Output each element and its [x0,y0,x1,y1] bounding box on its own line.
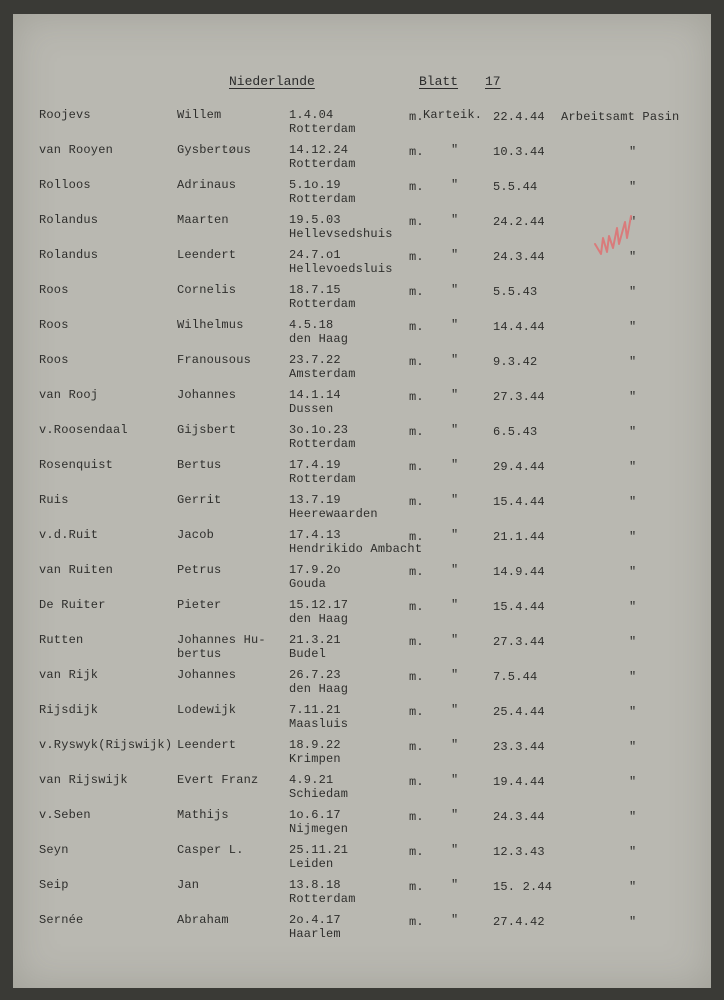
record-birth-date: 25.11.21 [289,843,349,857]
record-birth-date: 14.12.24 [289,143,349,157]
table-row [13,353,711,388]
header-sheet-number: 17 [485,74,501,89]
record-date: 22.4.44 [493,110,545,124]
record-given-name: Lodewijk [177,703,237,717]
record-surname: Rutten [39,633,84,647]
record-sex: m. [409,355,424,369]
record-sex: m. [409,530,424,544]
record-birth-date: 2o.4.17 [289,913,341,927]
record-birth-place: Gouda [289,577,327,591]
record-birth-place: Rotterdam [289,437,356,451]
record-sex: m. [409,390,424,404]
record-surname: van Rooj [39,388,99,402]
record-date: 5.5.44 [493,180,538,194]
record-given-name: Adrinaus [177,178,237,192]
table-row [13,528,711,563]
record-surname: Sernée [39,913,84,927]
record-office: " [629,425,637,439]
record-office: " [629,460,637,474]
record-birth-place: Amsterdam [289,367,356,381]
table-row [13,738,711,773]
record-given-name: Bertus [177,458,222,472]
record-birth-date: 1.4.04 [289,108,334,122]
record-given-name: Jacob [177,528,215,542]
record-given-name: Jan [177,878,200,892]
record-status: " [451,318,459,332]
record-sex: m. [409,180,424,194]
record-office: " [629,810,637,824]
record-given-name: Leendert [177,738,237,752]
record-surname: van Rooyen [39,143,114,157]
record-date: 5.5.43 [493,285,538,299]
record-sex: m. [409,775,424,789]
record-date: 27.3.44 [493,390,545,404]
record-birth-date: 3o.1o.23 [289,423,349,437]
record-birth-place: Schiedam [289,787,349,801]
record-birth-place: Hellevsedshuis [289,227,393,241]
record-given-name: Willem [177,108,222,122]
record-surname: v.d.Ruit [39,528,99,542]
record-surname: Rosenquist [39,458,114,472]
record-given-name: Maarten [177,213,229,227]
record-date: 15. 2.44 [493,880,553,894]
record-office: " [629,495,637,509]
record-given-name-continued: bertus [177,647,222,661]
record-sex: m. [409,145,424,159]
record-office: " [629,635,637,649]
record-birth-place: Hendrikido Ambacht [289,542,423,556]
record-birth-date: 14.1.14 [289,388,341,402]
record-date: 24.2.44 [493,215,545,229]
record-status: " [451,388,459,402]
table-row [13,668,711,703]
record-status: " [451,563,459,577]
record-date: 12.3.43 [493,845,545,859]
record-office: " [629,670,637,684]
record-date: 29.4.44 [493,460,545,474]
record-status: " [451,493,459,507]
record-given-name: Johannes Hu- [177,633,266,647]
record-surname: van Rijswijk [39,773,128,787]
record-surname: Roos [39,353,69,367]
record-status: " [451,283,459,297]
record-status: " [451,703,459,717]
record-birth-place: Rotterdam [289,122,356,136]
record-status: " [451,353,459,367]
record-birth-place: Rotterdam [289,472,356,486]
record-birth-date: 18.7.15 [289,283,341,297]
record-sex: m. [409,915,424,929]
record-surname: Roos [39,318,69,332]
record-office: " [629,145,637,159]
record-sex: m. [409,880,424,894]
record-birth-place: den Haag [289,612,349,626]
record-sex: m. [409,565,424,579]
handwritten-annotation-mark [591,214,641,260]
table-row [13,913,711,948]
header-country: Niederlande [229,74,315,89]
table-row [13,143,711,178]
table-row [13,283,711,318]
record-sex: m. [409,110,424,124]
record-given-name: Gerrit [177,493,222,507]
record-status: Karteik. [423,108,483,122]
record-birth-place: Krimpen [289,752,341,766]
record-surname: Roojevs [39,108,91,122]
record-sex: m. [409,495,424,509]
table-row [13,458,711,493]
record-sex: m. [409,460,424,474]
record-sex: m. [409,215,424,229]
record-surname: v.Roosendaal [39,423,128,437]
record-office: " [629,600,637,614]
record-birth-place: den Haag [289,682,349,696]
record-date: 19.4.44 [493,775,545,789]
document-page [13,14,711,988]
record-birth-place: Rotterdam [289,157,356,171]
record-status: " [451,423,459,437]
record-birth-place: Rotterdam [289,892,356,906]
record-birth-place: Nijmegen [289,822,349,836]
record-sex: m. [409,250,424,264]
record-office: " [629,215,637,229]
record-given-name: Abraham [177,913,229,927]
record-status: " [451,738,459,752]
record-office: " [629,355,637,369]
record-office: " [629,915,637,929]
record-status: " [451,633,459,647]
record-surname: Seyn [39,843,69,857]
record-office: Arbeitsamt Pasin [561,110,680,124]
record-surname: v.Ryswyk(Rijswijk) [39,738,173,752]
record-birth-place: Rotterdam [289,192,356,206]
table-row [13,598,711,633]
record-date: 6.5.43 [493,425,538,439]
record-given-name: Evert Franz [177,773,259,787]
table-row [13,563,711,598]
record-birth-date: 17.9.2o [289,563,341,577]
table-row [13,843,711,878]
record-birth-date: 5.1o.19 [289,178,341,192]
record-date: 15.4.44 [493,600,545,614]
table-row [13,878,711,913]
table-row [13,773,711,808]
record-status: " [451,878,459,892]
record-sex: m. [409,810,424,824]
record-birth-place: den Haag [289,332,349,346]
table-row [13,493,711,528]
record-surname: De Ruiter [39,598,106,612]
record-birth-date: 17.4.13 [289,528,341,542]
record-status: " [451,178,459,192]
record-date: 27.4.42 [493,915,545,929]
record-sex: m. [409,600,424,614]
record-surname: v.Seben [39,808,91,822]
record-date: 25.4.44 [493,705,545,719]
record-birth-date: 21.3.21 [289,633,341,647]
record-date: 10.3.44 [493,145,545,159]
record-birth-date: 13.7.19 [289,493,341,507]
page-header [13,74,711,98]
record-status: " [451,913,459,927]
record-birth-place: Rotterdam [289,297,356,311]
record-given-name: Mathijs [177,808,229,822]
record-status: " [451,668,459,682]
record-date: 14.4.44 [493,320,545,334]
record-date: 27.3.44 [493,635,545,649]
record-office: " [629,320,637,334]
record-surname: Ruis [39,493,69,507]
record-birth-place: Budel [289,647,327,661]
record-office: " [629,705,637,719]
record-sex: m. [409,285,424,299]
record-office: " [629,530,637,544]
record-birth-date: 15.12.17 [289,598,349,612]
record-date: 7.5.44 [493,670,538,684]
record-birth-date: 1o.6.17 [289,808,341,822]
record-status: " [451,213,459,227]
record-date: 15.4.44 [493,495,545,509]
record-surname: Roos [39,283,69,297]
record-surname: van Rijk [39,668,99,682]
record-sex: m. [409,670,424,684]
record-given-name: Wilhelmus [177,318,244,332]
record-office: " [629,845,637,859]
record-given-name: Petrus [177,563,222,577]
record-birth-date: 18.9.22 [289,738,341,752]
record-status: " [451,458,459,472]
record-sex: m. [409,705,424,719]
record-surname: Rolloos [39,178,91,192]
record-given-name: Franousous [177,353,252,367]
record-surname: Seip [39,878,69,892]
record-office: " [629,775,637,789]
record-birth-place: Heerewaarden [289,507,378,521]
record-office: " [629,740,637,754]
record-sex: m. [409,845,424,859]
record-office: " [629,285,637,299]
record-birth-place: Haarlem [289,927,341,941]
table-row [13,633,711,668]
record-surname: van Ruiten [39,563,114,577]
record-status: " [451,528,459,542]
record-date: 23.3.44 [493,740,545,754]
record-status: " [451,248,459,262]
table-row [13,108,711,143]
table-row [13,388,711,423]
record-surname: Rijsdijk [39,703,99,717]
record-surname: Rolandus [39,213,99,227]
record-birth-date: 17.4.19 [289,458,341,472]
record-birth-place: Hellevoedsluis [289,262,393,276]
record-birth-date: 23.7.22 [289,353,341,367]
record-birth-date: 19.5.03 [289,213,341,227]
record-office: " [629,565,637,579]
record-sex: m. [409,320,424,334]
record-date: 24.3.44 [493,250,545,264]
record-birth-place: Leiden [289,857,334,871]
table-row [13,178,711,213]
table-row [13,423,711,458]
record-status: " [451,143,459,157]
record-status: " [451,773,459,787]
record-given-name: Gysbertøus [177,143,252,157]
record-date: 9.3.42 [493,355,538,369]
record-birth-date: 13.8.18 [289,878,341,892]
record-date: 24.3.44 [493,810,545,824]
record-status: " [451,598,459,612]
record-birth-date: 7.11.21 [289,703,341,717]
record-surname: Rolandus [39,248,99,262]
record-given-name: Leendert [177,248,237,262]
header-sheet-label: Blatt [419,74,459,89]
table-row [13,808,711,843]
record-birth-date: 4.9.21 [289,773,334,787]
record-given-name: Gijsbert [177,423,237,437]
table-row [13,318,711,353]
record-given-name: Johannes [177,388,237,402]
record-given-name: Cornelis [177,283,237,297]
record-birth-date: 24.7.o1 [289,248,341,262]
record-given-name: Casper L. [177,843,244,857]
record-date: 21.1.44 [493,530,545,544]
record-birth-date: 26.7.23 [289,668,341,682]
record-birth-date: 4.5.18 [289,318,334,332]
record-given-name: Pieter [177,598,222,612]
record-office: " [629,250,637,264]
record-birth-place: Dussen [289,402,334,416]
record-office: " [629,180,637,194]
record-sex: m. [409,635,424,649]
record-given-name: Johannes [177,668,237,682]
record-sex: m. [409,425,424,439]
record-office: " [629,880,637,894]
record-office: " [629,390,637,404]
record-date: 14.9.44 [493,565,545,579]
record-status: " [451,808,459,822]
record-sex: m. [409,740,424,754]
record-birth-place: Maasluis [289,717,349,731]
record-status: " [451,843,459,857]
table-row [13,703,711,738]
